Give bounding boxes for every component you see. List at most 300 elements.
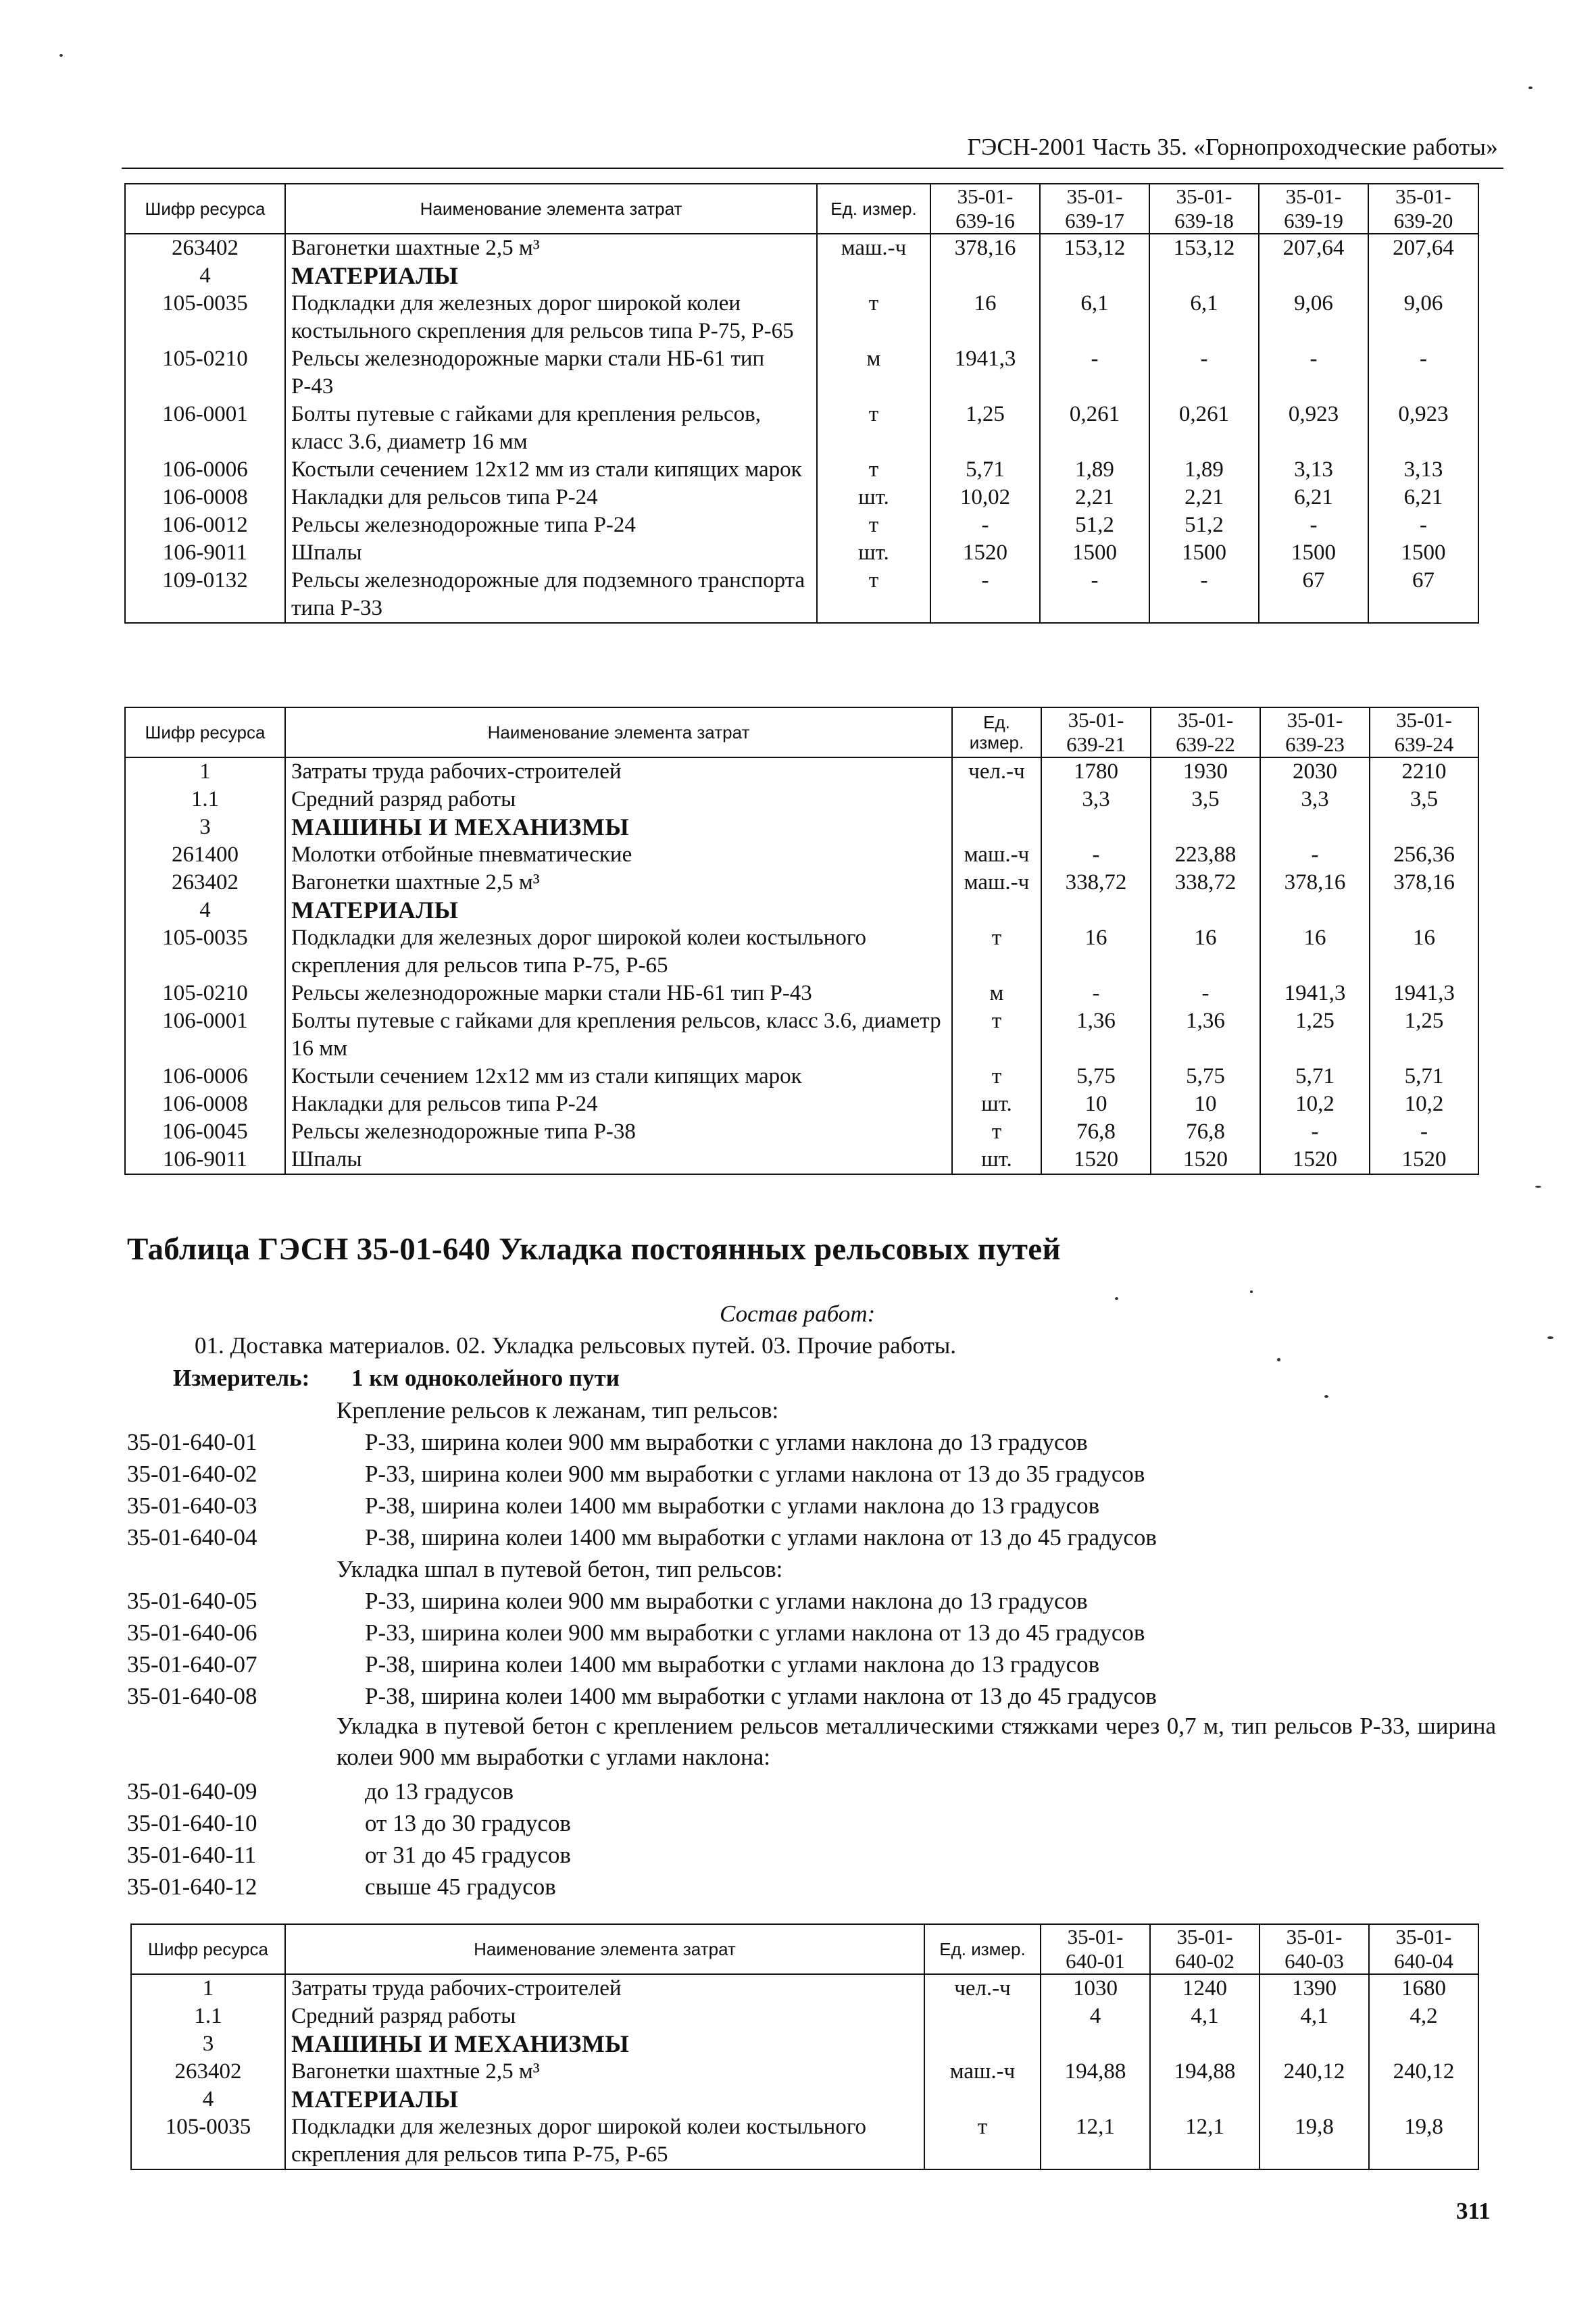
resource-name-cell: Вагонетки шахтные 2,5 м³	[285, 2058, 924, 2086]
unit-cell: т	[817, 567, 930, 623]
unit-cell: т	[817, 511, 930, 539]
value-cell: 223,88	[1151, 841, 1260, 869]
value-cell: 256,36	[1370, 841, 1478, 869]
value-cell: 6,1	[1149, 290, 1259, 345]
value-cell: -	[1259, 345, 1368, 401]
table-row	[125, 786, 1478, 813]
resource-name-cell: Вагонетки шахтные 2,5 м³	[285, 869, 952, 897]
value-cell	[1041, 2086, 1150, 2113]
value-cell: 2,21	[1149, 484, 1259, 511]
value-cell: 1,25	[1370, 1007, 1478, 1063]
table-row	[125, 813, 1478, 841]
resource-table-640-01-04	[130, 1923, 1479, 2170]
value-cell: 76,8	[1041, 1118, 1151, 1146]
value-cell: -	[1368, 511, 1478, 539]
value-cell: 4,1	[1260, 2003, 1369, 2030]
value-cell: -	[1149, 567, 1259, 623]
resource-code-cell: 263402	[125, 869, 285, 897]
table-row	[125, 234, 1478, 262]
resource-code-cell: 3	[125, 813, 285, 841]
col-header-name: Наименование элемента затрат	[285, 1924, 924, 1974]
table-row	[125, 869, 1478, 897]
resource-name-cell: Подкладки для железных дорог широкой колеи костыльного скрепления для рельсов типа Р-75, Р-65	[285, 290, 817, 345]
resource-code-cell: 106-0008	[125, 1090, 285, 1118]
value-cell: 12,1	[1041, 2113, 1150, 2169]
work-composition-text: 01. Доставка материалов. 02. Укладка рельсовых путей. 03. Прочие работы.	[195, 1332, 957, 1359]
value-cell: -	[1040, 345, 1149, 401]
value-cell	[1041, 813, 1151, 841]
table-row	[131, 2058, 1478, 2086]
item-desc: Р-38, ширина колеи 1400 мм выработки с углами наклона до 13 градусов	[365, 1651, 1100, 1678]
value-cell: 2,21	[1040, 484, 1149, 511]
table-row	[125, 897, 1478, 924]
value-cell: 76,8	[1151, 1118, 1260, 1146]
resource-code-cell: 105-0035	[131, 2113, 285, 2169]
unit-cell	[924, 2003, 1041, 2030]
value-cell: 51,2	[1149, 511, 1259, 539]
value-cell: 1930	[1151, 757, 1260, 786]
table-row	[125, 456, 1478, 484]
value-cell: 6,21	[1259, 484, 1368, 511]
unit-cell	[924, 2086, 1041, 2113]
value-cell	[1040, 262, 1149, 290]
value-cell: 1520	[1041, 1146, 1151, 1174]
value-cell	[1369, 2086, 1478, 2113]
value-cell: 0,261	[1149, 401, 1259, 456]
value-cell: 67	[1259, 567, 1368, 623]
item-code: 35-01-640-11	[127, 1842, 257, 1868]
value-cell: 16	[1151, 924, 1260, 980]
value-cell	[1370, 813, 1478, 841]
value-cell: 5,71	[1260, 1063, 1370, 1090]
value-cell: 0,923	[1259, 401, 1368, 456]
value-cell: 1941,3	[1260, 980, 1370, 1007]
value-cell: 1500	[1259, 539, 1368, 567]
resource-name-cell: Накладки для рельсов типа Р-24	[285, 484, 817, 511]
table-row	[125, 1007, 1478, 1063]
resource-name-cell: Вагонетки шахтные 2,5 м³	[285, 234, 817, 262]
page-header	[122, 132, 1503, 169]
header-title: ГЭСН-2001 Часть 35. «Горнопроходческие работы»	[967, 134, 1498, 160]
item-code: 35-01-640-06	[127, 1619, 257, 1646]
value-cell: 0,923	[1368, 401, 1478, 456]
col-header-value: 35-01- 640-04	[1369, 1924, 1478, 1974]
scan-speck	[1250, 1290, 1253, 1293]
unit-cell: маш.-ч	[817, 234, 930, 262]
table-row	[125, 841, 1478, 869]
value-cell	[1151, 897, 1260, 924]
value-cell: 4,2	[1369, 2003, 1478, 2030]
value-cell: -	[1040, 567, 1149, 623]
item-code: 35-01-640-01	[127, 1429, 257, 1455]
value-cell: 153,12	[1149, 234, 1259, 262]
unit-cell	[952, 786, 1041, 813]
value-cell: 1520	[1370, 1146, 1478, 1174]
value-cell: 240,12	[1369, 2058, 1478, 2086]
unit-cell: маш.-ч	[952, 841, 1041, 869]
value-cell: 1,89	[1040, 456, 1149, 484]
resource-code-cell: 106-0001	[125, 1007, 285, 1063]
unit-cell: т	[817, 456, 930, 484]
value-cell: 3,3	[1260, 786, 1370, 813]
value-cell: 51,2	[1040, 511, 1149, 539]
table-row	[125, 1146, 1478, 1174]
value-cell	[1260, 813, 1370, 841]
value-cell: 207,64	[1259, 234, 1368, 262]
value-cell: 1941,3	[1370, 980, 1478, 1007]
resource-code-cell: 3	[131, 2030, 285, 2058]
table-row	[131, 2003, 1478, 2030]
col-header-value: 35-01- 639-16	[930, 184, 1040, 234]
resource-name-cell: Шпалы	[285, 1146, 952, 1174]
item-desc: Р-38, ширина колеи 1400 мм выработки с углами наклона от 13 до 45 градусов	[365, 1524, 1157, 1551]
value-cell: 10,02	[930, 484, 1040, 511]
resource-name-cell: Затраты труда рабочих-строителей	[285, 1974, 924, 2003]
unit-cell: маш.-ч	[952, 869, 1041, 897]
resource-table-639-21-24	[124, 707, 1479, 1175]
item-code: 35-01-640-12	[127, 1873, 257, 1900]
resource-code-cell: 1	[125, 757, 285, 786]
value-cell	[1368, 262, 1478, 290]
scan-speck	[1547, 1336, 1553, 1339]
scan-speck	[1535, 1186, 1541, 1188]
value-cell: 1520	[1260, 1146, 1370, 1174]
section-heading-cell: МАТЕРИАЛЫ	[285, 262, 817, 290]
value-cell: 207,64	[1368, 234, 1478, 262]
value-cell: 4,1	[1150, 2003, 1260, 2030]
resource-code-cell: 263402	[131, 2058, 285, 2086]
scan-speck	[1324, 1395, 1328, 1398]
col-header-value: 35-01- 640-03	[1260, 1924, 1369, 1974]
unit-cell: т	[952, 924, 1041, 980]
item-code: 35-01-640-02	[127, 1461, 257, 1487]
resource-code-cell: 106-0012	[125, 511, 285, 539]
value-cell: -	[1149, 345, 1259, 401]
resource-code-cell: 4	[131, 2086, 285, 2113]
col-header-value: 35-01- 640-02	[1150, 1924, 1260, 1974]
table-row	[125, 1118, 1478, 1146]
unit-cell: шт.	[952, 1146, 1041, 1174]
resource-name-cell: Болты путевые с гайками для крепления рельсов, класс 3.6, диаметр 16 мм	[285, 1007, 952, 1063]
table-row	[131, 2113, 1478, 2169]
unit-cell: т	[924, 2113, 1041, 2169]
col-header-unit: Ед. измер.	[817, 184, 930, 234]
unit-cell: чел.-ч	[952, 757, 1041, 786]
value-cell: 6,21	[1368, 484, 1478, 511]
unit-cell: м	[817, 345, 930, 401]
value-cell	[1041, 2030, 1150, 2058]
table-row	[125, 484, 1478, 511]
resource-code-cell: 1	[131, 1974, 285, 2003]
col-header-unit: Ед. измер.	[952, 707, 1041, 757]
scan-speck	[1115, 1297, 1118, 1300]
value-cell	[1150, 2030, 1260, 2058]
resource-code-cell: 106-0045	[125, 1118, 285, 1146]
value-cell	[1260, 2086, 1369, 2113]
col-header-value: 35-01- 639-20	[1368, 184, 1478, 234]
value-cell: 338,72	[1151, 869, 1260, 897]
item-code: 35-01-640-09	[127, 1778, 257, 1805]
resource-name-cell: Рельсы железнодорожные для подземного транспорта типа Р-33	[285, 567, 817, 623]
table-row	[125, 924, 1478, 980]
col-header-code: Шифр ресурса	[131, 1924, 285, 1974]
resource-name-cell: Накладки для рельсов типа Р-24	[285, 1090, 952, 1118]
resource-name-cell: Костыли сечением 12х12 мм из стали кипящих марок	[285, 1063, 952, 1090]
scan-speck	[1528, 86, 1532, 89]
value-cell: 1,36	[1151, 1007, 1260, 1063]
col-header-value: 35-01- 639-18	[1149, 184, 1259, 234]
resource-code-cell: 261400	[125, 841, 285, 869]
resource-code-cell: 106-9011	[125, 539, 285, 567]
table-row	[125, 345, 1478, 401]
value-cell: 10	[1041, 1090, 1151, 1118]
unit-cell: чел.-ч	[924, 1974, 1041, 2003]
table-row	[125, 401, 1478, 456]
value-cell: -	[930, 511, 1040, 539]
value-cell: 1240	[1150, 1974, 1260, 2003]
section-heading-cell: МАШИНЫ И МЕХАНИЗМЫ	[285, 813, 952, 841]
value-cell: -	[1151, 980, 1260, 1007]
unit-cell: т	[952, 1063, 1041, 1090]
resource-code-cell: 106-0006	[125, 456, 285, 484]
resource-name-cell: Рельсы железнодорожные марки стали НБ-61 тип Р-43	[285, 980, 952, 1007]
scan-speck	[1277, 1358, 1280, 1361]
value-cell: -	[1260, 841, 1370, 869]
value-cell: 1500	[1368, 539, 1478, 567]
resource-name-cell: Рельсы железнодорожные типа Р-38	[285, 1118, 952, 1146]
resource-name-cell: Средний разряд работы	[285, 786, 952, 813]
item-desc: от 31 до 45 градусов	[365, 1842, 571, 1868]
value-cell	[1259, 262, 1368, 290]
table-row	[125, 1090, 1478, 1118]
unit-cell: т	[817, 290, 930, 345]
item-code: 35-01-640-04	[127, 1524, 257, 1551]
item-code: 35-01-640-08	[127, 1683, 257, 1709]
value-cell: 19,8	[1369, 2113, 1478, 2169]
value-cell: 1520	[1151, 1146, 1260, 1174]
col-header-value: 35-01- 639-24	[1370, 707, 1478, 757]
value-cell: 1520	[930, 539, 1040, 567]
value-cell: -	[1041, 980, 1151, 1007]
resource-name-cell: Шпалы	[285, 539, 817, 567]
resource-code-cell: 105-0210	[125, 345, 285, 401]
value-cell: 67	[1368, 567, 1478, 623]
value-cell: 4	[1041, 2003, 1150, 2030]
resource-name-cell: Средний разряд работы	[285, 2003, 924, 2030]
value-cell: 0,261	[1040, 401, 1149, 456]
item-desc: свыше 45 градусов	[365, 1873, 556, 1900]
value-cell: 3,5	[1370, 786, 1478, 813]
value-cell: 1500	[1149, 539, 1259, 567]
value-cell: 3,13	[1368, 456, 1478, 484]
section-heading-cell: МАТЕРИАЛЫ	[285, 897, 952, 924]
unit-cell	[924, 2030, 1041, 2058]
value-cell: 378,16	[930, 234, 1040, 262]
value-cell: 1780	[1041, 757, 1151, 786]
value-cell: 16	[1041, 924, 1151, 980]
meter-value: 1 км одноколейного пути	[351, 1365, 620, 1391]
resource-code-cell: 4	[125, 262, 285, 290]
resource-code-cell: 263402	[125, 234, 285, 262]
value-cell: 3,3	[1041, 786, 1151, 813]
resource-code-cell: 106-0001	[125, 401, 285, 456]
section-heading-cell: МАТЕРИАЛЫ	[285, 2086, 924, 2113]
value-cell: -	[930, 567, 1040, 623]
col-header-name: Наименование элемента затрат	[285, 184, 817, 234]
resource-code-cell: 109-0132	[125, 567, 285, 623]
value-cell: 1030	[1041, 1974, 1150, 2003]
col-header-value: 35-01- 639-23	[1260, 707, 1370, 757]
resource-name-cell: Рельсы железнодорожные типа Р-24	[285, 511, 817, 539]
value-cell	[1149, 262, 1259, 290]
value-cell: 5,75	[1151, 1063, 1260, 1090]
value-cell: 153,12	[1040, 234, 1149, 262]
value-cell	[1041, 897, 1151, 924]
item-code: 35-01-640-05	[127, 1588, 257, 1614]
unit-cell	[952, 897, 1041, 924]
value-cell: 2030	[1260, 757, 1370, 786]
value-cell: 3,5	[1151, 786, 1260, 813]
value-cell: -	[1368, 345, 1478, 401]
item-desc: Р-33, ширина колеи 900 мм выработки с углами наклона от 13 до 35 градусов	[365, 1461, 1145, 1487]
value-cell: 9,06	[1368, 290, 1478, 345]
resource-name-cell: Подкладки для железных дорог широкой колеи костыльного скрепления для рельсов типа Р-75, Р-65	[285, 2113, 924, 2169]
value-cell: -	[1041, 841, 1151, 869]
table-row	[125, 290, 1478, 345]
value-cell: 1941,3	[930, 345, 1040, 401]
item-desc: Р-33, ширина колеи 900 мм выработки с углами наклона до 13 градусов	[365, 1429, 1088, 1455]
value-cell: 5,71	[930, 456, 1040, 484]
value-cell: 240,12	[1260, 2058, 1369, 2086]
table-row	[125, 567, 1478, 623]
resource-code-cell: 106-9011	[125, 1146, 285, 1174]
meter-label: Измеритель:	[173, 1365, 310, 1391]
value-cell	[1369, 2030, 1478, 2058]
item-desc: Р-33, ширина колеи 900 мм выработки с углами наклона до 13 градусов	[365, 1588, 1088, 1614]
resource-code-cell: 4	[125, 897, 285, 924]
item-desc: Р-38, ширина колеи 1400 мм выработки с углами наклона до 13 градусов	[365, 1492, 1100, 1519]
value-cell: 1,25	[930, 401, 1040, 456]
resource-name-cell: Молотки отбойные пневматические	[285, 841, 952, 869]
resource-code-cell: 1.1	[125, 786, 285, 813]
section-heading-cell: МАШИНЫ И МЕХАНИЗМЫ	[285, 2030, 924, 2058]
resource-name-cell: Рельсы железнодорожные марки стали НБ-61 тип Р-43	[285, 345, 817, 401]
table-row	[125, 980, 1478, 1007]
value-cell	[1151, 813, 1260, 841]
value-cell	[1150, 2086, 1260, 2113]
value-cell: 5,71	[1370, 1063, 1478, 1090]
value-cell: 194,88	[1150, 2058, 1260, 2086]
value-cell: 16	[1260, 924, 1370, 980]
group-heading: Укладка шпал в путевой бетон, тип рельсов:	[336, 1556, 783, 1582]
value-cell: 1680	[1369, 1974, 1478, 2003]
table-row	[131, 1974, 1478, 2003]
section-title: Таблица ГЭСН 35-01-640 Укладка постоянных рельсовых путей	[127, 1232, 1061, 1267]
col-header-value: 35-01- 639-17	[1040, 184, 1149, 234]
value-cell: 16	[1370, 924, 1478, 980]
group-heading: Укладка в путевой бетон с креплением рельсов металлическими стяжками через 0,7 м, тип рельсов Р-33, ширина колеи 900 мм выработки с углами наклона:	[336, 1713, 1496, 1770]
value-cell: 378,16	[1260, 869, 1370, 897]
unit-cell: т	[952, 1007, 1041, 1063]
resource-code-cell: 106-0008	[125, 484, 285, 511]
resource-code-cell: 1.1	[131, 2003, 285, 2030]
value-cell: 10	[1151, 1090, 1260, 1118]
value-cell: 1,36	[1041, 1007, 1151, 1063]
table-row	[125, 511, 1478, 539]
value-cell: 1500	[1040, 539, 1149, 567]
item-code: 35-01-640-10	[127, 1810, 257, 1836]
value-cell: 16	[930, 290, 1040, 345]
unit-cell	[817, 262, 930, 290]
item-desc: от 13 до 30 градусов	[365, 1810, 571, 1836]
unit-cell: т	[817, 401, 930, 456]
resource-name-cell: Подкладки для железных дорог широкой колеи костыльного скрепления для рельсов типа Р-75, Р-65	[285, 924, 952, 980]
value-cell: 5,75	[1041, 1063, 1151, 1090]
unit-cell: шт.	[817, 539, 930, 567]
value-cell: 378,16	[1370, 869, 1478, 897]
value-cell: 10,2	[1370, 1090, 1478, 1118]
table-row	[125, 539, 1478, 567]
item-desc: Р-33, ширина колеи 900 мм выработки с углами наклона от 13 до 45 градусов	[365, 1619, 1145, 1646]
col-header-value: 35-01- 639-22	[1151, 707, 1260, 757]
value-cell: 19,8	[1260, 2113, 1369, 2169]
resource-code-cell: 105-0210	[125, 980, 285, 1007]
value-cell: 10,2	[1260, 1090, 1370, 1118]
value-cell: -	[1260, 1118, 1370, 1146]
resource-name-cell: Болты путевые с гайками для крепления рельсов, класс 3.6, диаметр 16 мм	[285, 401, 817, 456]
value-cell: -	[1370, 1118, 1478, 1146]
unit-cell	[952, 813, 1041, 841]
resource-name-cell: Затраты труда рабочих-строителей	[285, 757, 952, 786]
col-header-value: 35-01- 639-19	[1259, 184, 1368, 234]
item-desc: Р-38, ширина колеи 1400 мм выработки с углами наклона от 13 до 45 градусов	[365, 1683, 1157, 1709]
col-header-unit: Ед. измер.	[924, 1924, 1041, 1974]
col-header-name: Наименование элемента затрат	[285, 707, 952, 757]
value-cell: 12,1	[1150, 2113, 1260, 2169]
col-header-code: Шифр ресурса	[125, 707, 285, 757]
value-cell: 1,89	[1149, 456, 1259, 484]
table-row	[125, 262, 1478, 290]
item-code: 35-01-640-03	[127, 1492, 257, 1519]
group-heading: Крепление рельсов к лежанам, тип рельсов:	[336, 1397, 779, 1424]
unit-cell: шт.	[952, 1090, 1041, 1118]
value-cell: 3,13	[1259, 456, 1368, 484]
value-cell: 1,25	[1260, 1007, 1370, 1063]
value-cell: 9,06	[1259, 290, 1368, 345]
value-cell: -	[1259, 511, 1368, 539]
resource-code-cell: 106-0006	[125, 1063, 285, 1090]
value-cell: 1390	[1260, 1974, 1369, 2003]
resource-table-639-16-20	[124, 183, 1479, 624]
value-cell	[1260, 897, 1370, 924]
work-composition-label: Состав работ:	[720, 1301, 876, 1327]
value-cell	[1260, 2030, 1369, 2058]
table-row	[131, 2086, 1478, 2113]
resource-name-cell: Костыли сечением 12х12 мм из стали кипящих марок	[285, 456, 817, 484]
col-header-value: 35-01- 640-01	[1041, 1924, 1150, 1974]
scan-speck	[59, 54, 63, 57]
col-header-code: Шифр ресурса	[125, 184, 285, 234]
resource-code-cell: 105-0035	[125, 290, 285, 345]
table-row	[125, 757, 1478, 786]
value-cell	[930, 262, 1040, 290]
item-desc: до 13 градусов	[365, 1778, 514, 1805]
col-header-value: 35-01- 639-21	[1041, 707, 1151, 757]
unit-cell: маш.-ч	[924, 2058, 1041, 2086]
table-row	[125, 1063, 1478, 1090]
value-cell: 6,1	[1040, 290, 1149, 345]
value-cell	[1370, 897, 1478, 924]
